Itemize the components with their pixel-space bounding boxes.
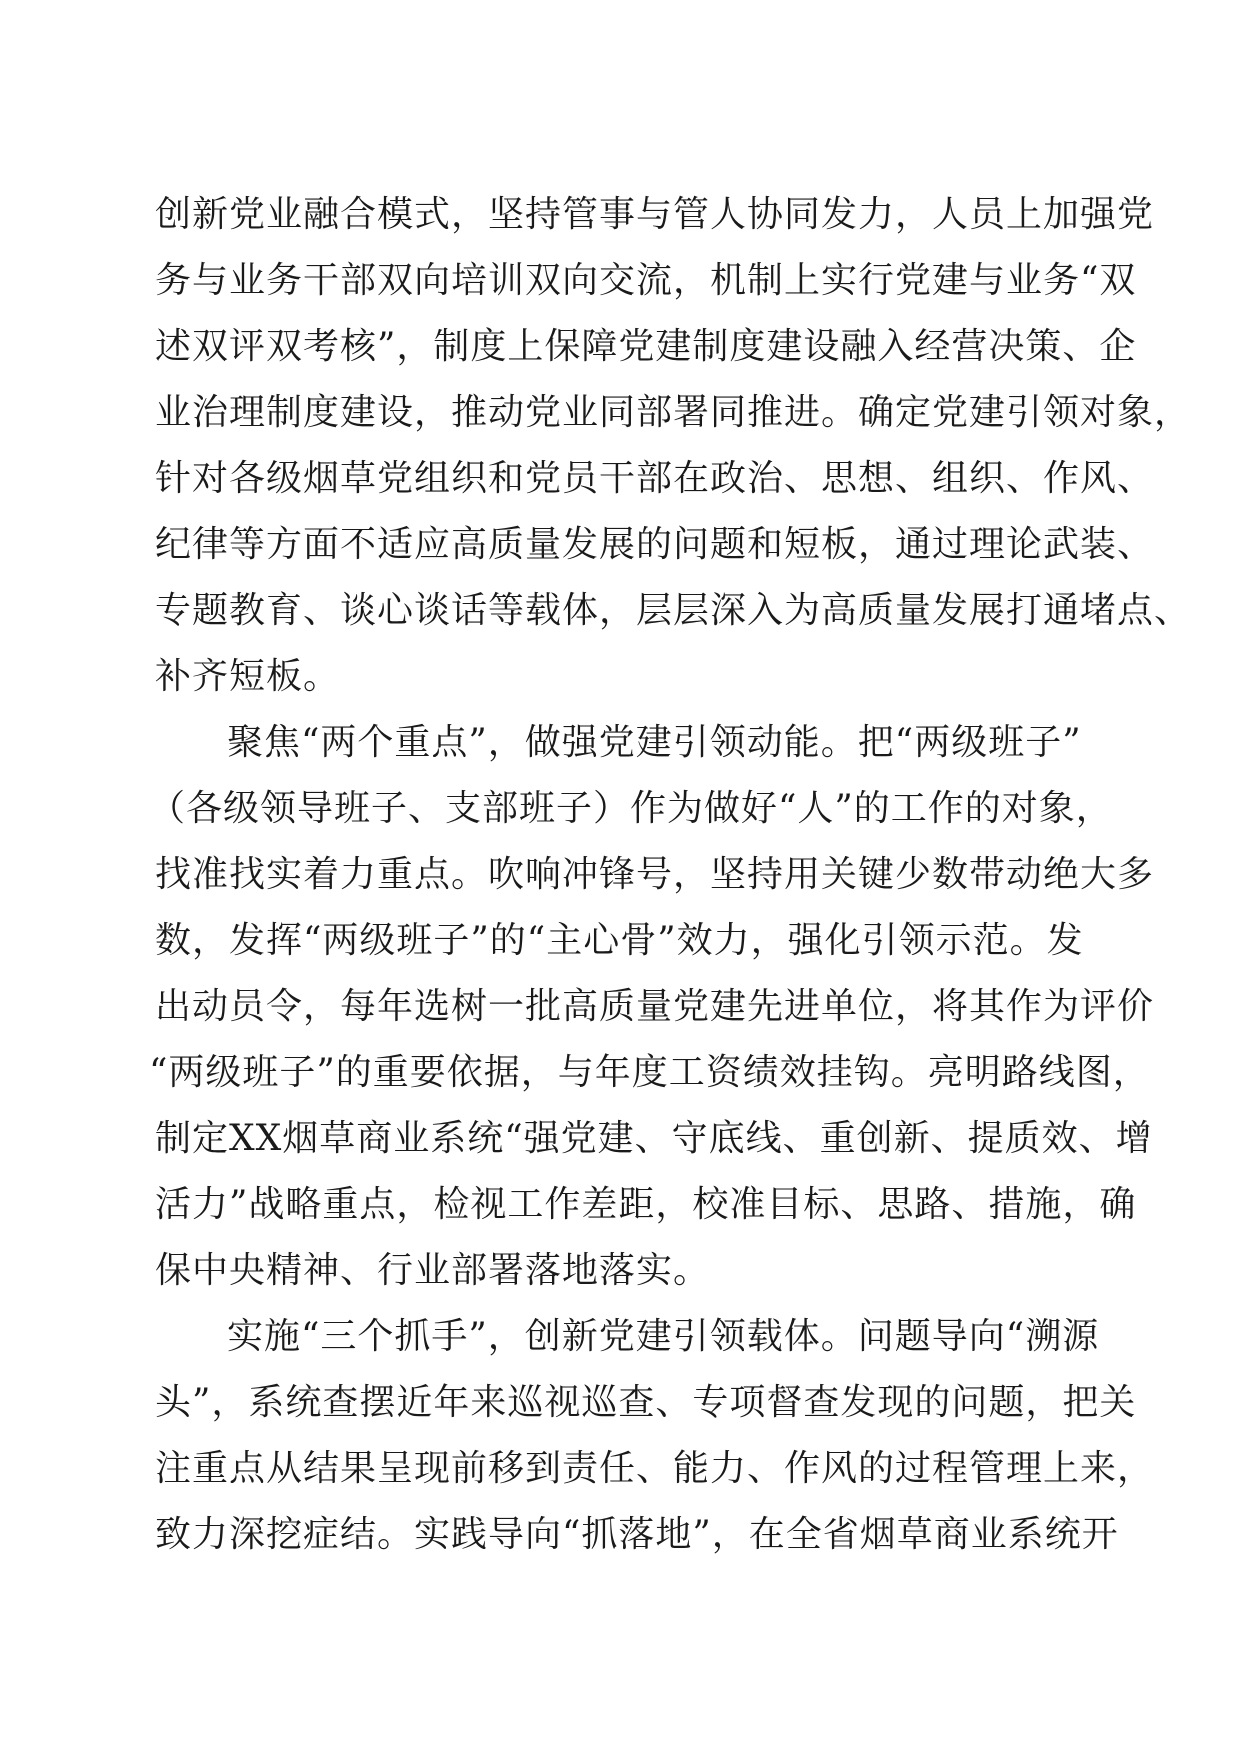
text-line-3: 述双评双考核”，制度上保障党建制度建设融入经营决策、企 (155, 326, 1137, 367)
text-line-17: 保中央精神、行业部署落地落实。 (155, 1250, 711, 1291)
text-line-1: 创新党业融合模式，坚持管事与管人协同发力，人员上加强党 (155, 194, 1155, 235)
text-line-5: 针对各级烟草党组织和党员干部在政治、思想、组织、作风、 (155, 458, 1155, 499)
text-line-2: 务与业务干部双向培训双向交流，机制上实行党建与业务“双 (155, 260, 1137, 301)
paragraph-2-first-line: 聚焦“两个重点”，做强党建引领动能。把“两级班子” (227, 722, 1082, 763)
text-line-19: 头”，系统查摆近年来巡视巡查、专项督查发现的问题，把关 (155, 1382, 1137, 1423)
text-line-6: 纪律等方面不适应高质量发展的问题和短板，通过理论武装、 (155, 524, 1155, 565)
text-line-15: 制定XX烟草商业系统“强党建、守底线、重创新、提质效、增 (155, 1118, 1153, 1159)
text-line-8: 补齐短板。 (155, 656, 341, 697)
text-line-11: 找准找实着力重点。吹响冲锋号，坚持用关键少数带动绝大多 (155, 854, 1155, 895)
text-line-20: 注重点从结果呈现前移到责任、能力、作风的过程管理上来， (155, 1448, 1155, 1489)
text-line-10: （各级领导班子、支部班子）作为做好“人”的工作的对象， (149, 788, 1113, 829)
text-line-13: 出动员令，每年选树一批高质量党建先进单位，将其作为评价 (155, 986, 1155, 1027)
paragraph-3-first-line: 实施“三个抓手”，创新党建引领载体。问题导向“溯源 (227, 1316, 1100, 1357)
text-line-12: 数，发挥“两级班子”的“主心骨”效力，强化引领示范。发 (155, 920, 1084, 961)
text-line-21: 致力深挖症结。实践导向“抓落地”，在全省烟草商业系统开 (155, 1514, 1119, 1555)
text-line-4: 业治理制度建设，推动党业同部署同推进。确定党建引领对象， (155, 392, 1192, 433)
text-line-7: 专题教育、谈心谈话等载体，层层深入为高质量发展打通堵点、 (155, 590, 1192, 631)
text-line-14: “两级班子”的重要依据，与年度工资绩效挂钩。亮明路线图， (149, 1052, 1150, 1093)
text-line-16: 活力”战略重点，检视工作差距，校准目标、思路、措施，确 (155, 1184, 1137, 1225)
